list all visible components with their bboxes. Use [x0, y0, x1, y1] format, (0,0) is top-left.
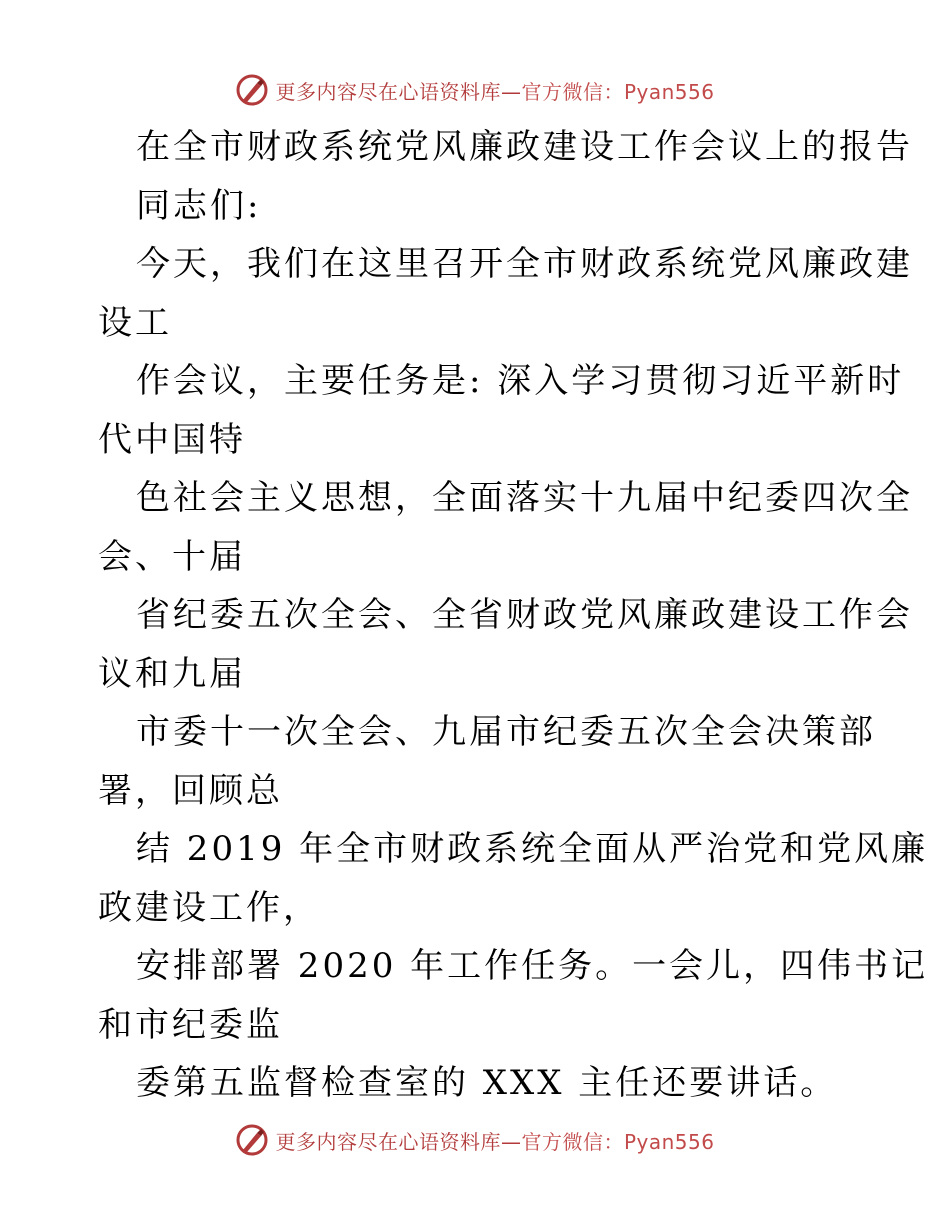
- document-body: [98, 118, 929, 1113]
- header-banner-title: 更多内容尽在心语资料库: [275, 79, 501, 104]
- pen-logo-icon: [235, 1123, 269, 1157]
- paragraph-line: 色社会主义思想，全面落实十九届中纪委四次全: [136, 478, 913, 518]
- paragraph-line: 今天，我们在这里召开全市财政系统党风廉政建: [136, 244, 913, 284]
- paragraph-line: 在全市财政系统党风廉政建设工作会议上的报告: [136, 127, 913, 167]
- footer-banner-wechat: 官方微信：Pyan556: [521, 1129, 715, 1154]
- paragraph-line: 作会议，主要任务是: 深入学习贯彻习近平新时: [136, 361, 905, 401]
- paragraph-line: 安排部署 2020 年工作任务。一会儿，四伟书记: [136, 946, 929, 986]
- paragraph-line: 署，回顾总: [98, 770, 283, 811]
- footer-banner-dash: —: [500, 1129, 522, 1154]
- header-banner-dash: —: [500, 79, 522, 104]
- paragraph-line: 委第五监督检查室的 XXX 主任还要讲话。: [136, 1063, 838, 1103]
- paragraph-line: 会、十届: [98, 536, 246, 577]
- paragraph-line: 省纪委五次全会、全省财政党风廉政建设工作会: [136, 595, 913, 635]
- footer-banner-text: [275, 1126, 714, 1155]
- footer-banner-title: 更多内容尽在心语资料库: [275, 1129, 501, 1154]
- pen-logo-icon: [235, 73, 269, 107]
- paragraph-line: 市委十一次全会、九届市纪委五次全会决策部: [136, 712, 876, 752]
- header-banner-wechat: 官方微信：Pyan556: [521, 79, 715, 104]
- paragraph-line: 政建设工作，: [98, 887, 320, 928]
- header-banner: [0, 70, 950, 110]
- paragraph-line: 结 2019 年全市财政系统全面从严治党和党风廉: [136, 829, 929, 869]
- paragraph-line: 和市纪委监: [98, 1004, 283, 1045]
- paragraph-line: 同志们:: [136, 185, 262, 226]
- footer-banner: [0, 1120, 950, 1160]
- paragraph-line: 设工: [98, 302, 172, 343]
- paragraph-line: 议和九届: [98, 653, 246, 694]
- paragraph-line: 代中国特: [98, 419, 246, 460]
- header-banner-text: [275, 76, 714, 105]
